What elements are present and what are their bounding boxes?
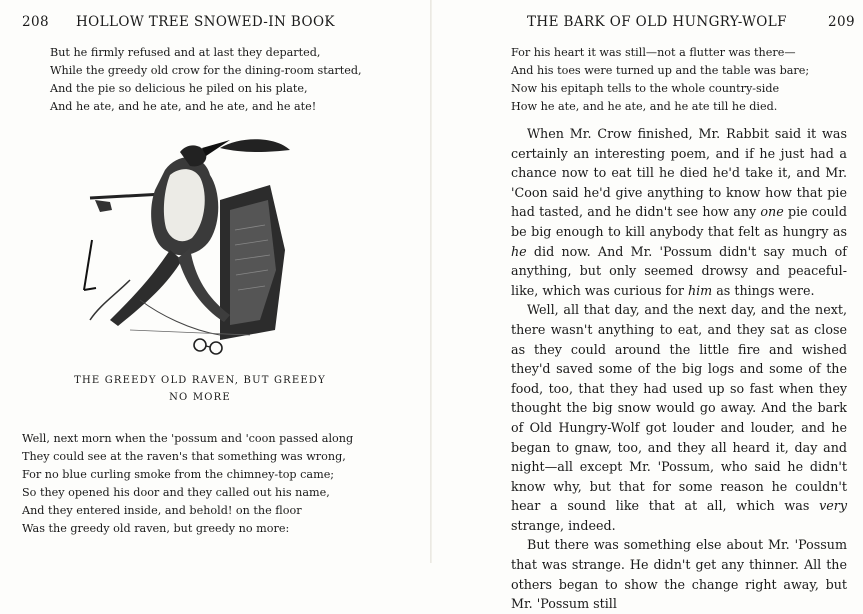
text-run: Well, all that day, and the next day, and the next, there wasn't anything to eat, and they sat as close as they could around the little fire and wished they'd saved some of the big logs and some of the food, too, that they had used up so fast when they thought the big snow would go away. And the bark of Old Hungry-Wolf got louder and louder, and he began to gnaw, too, and they all heard it, day and night—all except Mr. 'Possum, who said he didn't know why, but that for some reason he couldn't hear a sound like that at all, which was — [511, 302, 847, 514]
text-run: as things were. — [712, 282, 815, 298]
prose-body — [511, 124, 847, 614]
verse-line: So they opened his door and they called out his name, — [22, 486, 330, 499]
verse-line: Now his epitaph tells to the whole country-side — [511, 82, 780, 95]
italic-run: very — [819, 498, 847, 514]
verse-line: Well, next morn when the 'possum and 'coon passed along — [22, 432, 354, 445]
paragraph — [511, 124, 847, 300]
verse-line: And he ate, and he ate, and he ate, and he ate! — [50, 100, 317, 113]
verse-line: And his toes were turned up and the table was bare; — [511, 64, 810, 77]
right-page — [431, 0, 863, 612]
verse-line: And they entered inside, and behold! on the floor — [22, 504, 302, 517]
text-run: When Mr. Crow finished, Mr. Rabbit said it was certainly an interesting poem, and if he just had a chance now to eat till he died he'd take it, and Mr. 'Coon said he'd give anything to know how that pie had tasted, and he didn't see how any — [511, 126, 847, 220]
verse-line: How he ate, and he ate, and he ate till he died. — [511, 100, 778, 113]
italic-run: one — [760, 204, 784, 220]
caption-line: NO MORE — [169, 392, 231, 403]
text-run: did now. And Mr. 'Possum didn't say much of anything, but only seemed drowsy and peaceful-like, which was curious for — [511, 243, 847, 298]
verse-line: They could see at the raven's that something was wrong, — [22, 450, 346, 463]
verse-line: For no blue curling smoke from the chimney-top came; — [22, 468, 335, 481]
verse-line: Was the greedy old raven, but greedy no more: — [22, 522, 290, 535]
left-page — [0, 0, 431, 563]
illustration-caption — [40, 372, 360, 406]
italic-run: him — [687, 282, 713, 298]
text-run: strange, indeed. — [511, 517, 616, 533]
raven-illustration — [70, 130, 330, 360]
left-running-head: HOLLOW TREE SNOWED-IN BOOK — [76, 14, 335, 30]
right-running-head: THE BARK OF OLD HUNGRY-WOLF — [527, 14, 787, 30]
caption-line: THE GREEDY OLD RAVEN, BUT GREEDY — [74, 375, 326, 386]
right-verse — [511, 44, 809, 116]
left-page-number: 208 — [22, 14, 49, 30]
text-run: pie could be big enough to kill anybody that felt as hungry as — [511, 204, 847, 239]
verse-line: For his heart it was still—not a flutter was there— — [511, 46, 796, 59]
left-verse-top — [50, 44, 362, 116]
left-verse-bottom — [22, 430, 353, 538]
right-page-number: 209 — [828, 14, 855, 30]
paragraph — [511, 300, 847, 535]
verse-line: While the greedy old crow for the dining-room started, — [50, 64, 362, 77]
verse-line: And the pie so delicious he piled on his plate, — [50, 82, 308, 95]
italic-run: he — [511, 243, 527, 259]
paragraph: But there was something else about Mr. 'Possum that was strange. He didn't get any thinner. All the others began to show the change right away, but Mr. 'Possum still — [511, 537, 847, 612]
verse-line: But he firmly refused and at last they departed, — [50, 46, 321, 59]
